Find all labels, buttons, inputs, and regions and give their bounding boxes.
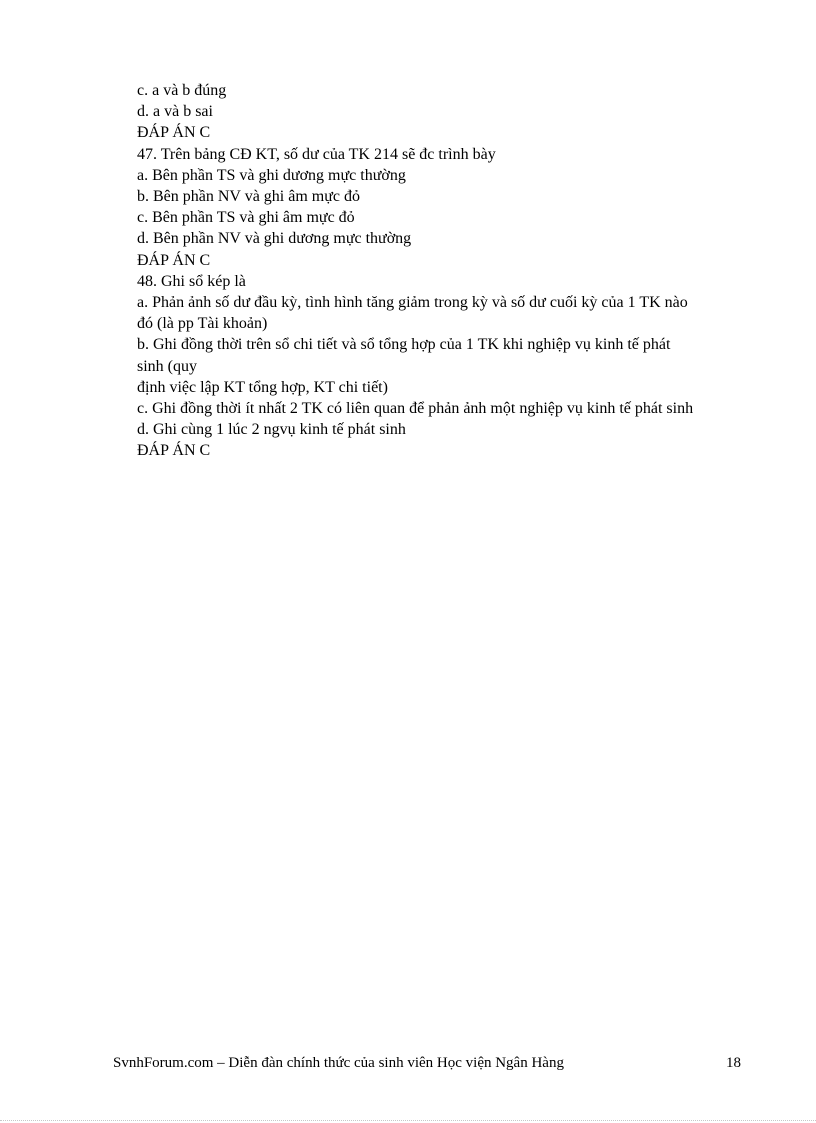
question-48-option-b-continued: sinh (quy	[137, 357, 197, 375]
question-47-option-d: d. Bên phần NV và ghi dương mực thường	[137, 230, 412, 248]
question-48-option-b-continued-2: định việc lập KT tổng hợp, KT chi tiết)	[137, 378, 388, 396]
question-48-option-a-continued: đó (là pp Tài khoản)	[137, 315, 268, 333]
question-48-option-d: d. Ghi cùng 1 lúc 2 ngvụ kinh tế phát sinh	[137, 421, 406, 439]
page-number: 18	[726, 1055, 741, 1071]
answer-key: ĐÁP ÁN C	[137, 124, 211, 142]
footer-text: SvnhForum.com – Diễn đàn chính thức của sinh viên Học viện Ngân Hàng	[113, 1055, 564, 1071]
question-47-answer-key: ĐÁP ÁN C	[137, 251, 211, 269]
answer-option-d: d. a và b sai	[137, 103, 213, 121]
answer-option-c: c. a và b đúng	[137, 82, 227, 99]
question-48-option-b: b. Ghi đồng thời trên sổ chi tiết và sổ tổng hợp của 1 TK khi nghiệp vụ kinh tế phát	[137, 336, 671, 354]
question-48-answer-key: ĐÁP ÁN C	[137, 442, 211, 460]
question-48: 48. Ghi sổ kép là	[137, 272, 246, 290]
question-47-option-c: c. Bên phần TS và ghi âm mực đỏ	[137, 209, 355, 227]
question-47-option-a: a. Bên phần TS và ghi dương mực thường	[137, 166, 406, 184]
question-48-option-a: a. Phản ảnh số dư đầu kỳ, tình hình tăng giảm trong kỳ và số dư cuối kỳ của 1 TK nào	[137, 294, 688, 312]
question-48-option-c: c. Ghi đồng thời ít nhất 2 TK có liên quan để phản ảnh một nghiệp vụ kinh tế phát sinh	[137, 400, 694, 418]
bottom-divider	[0, 1120, 816, 1121]
question-47-option-b: b. Bên phần NV và ghi âm mực đỏ	[137, 188, 361, 206]
question-47: 47. Trên bảng CĐ KT, số dư của TK 214 sẽ đc trình bày	[137, 145, 496, 163]
document-body	[137, 80, 747, 462]
